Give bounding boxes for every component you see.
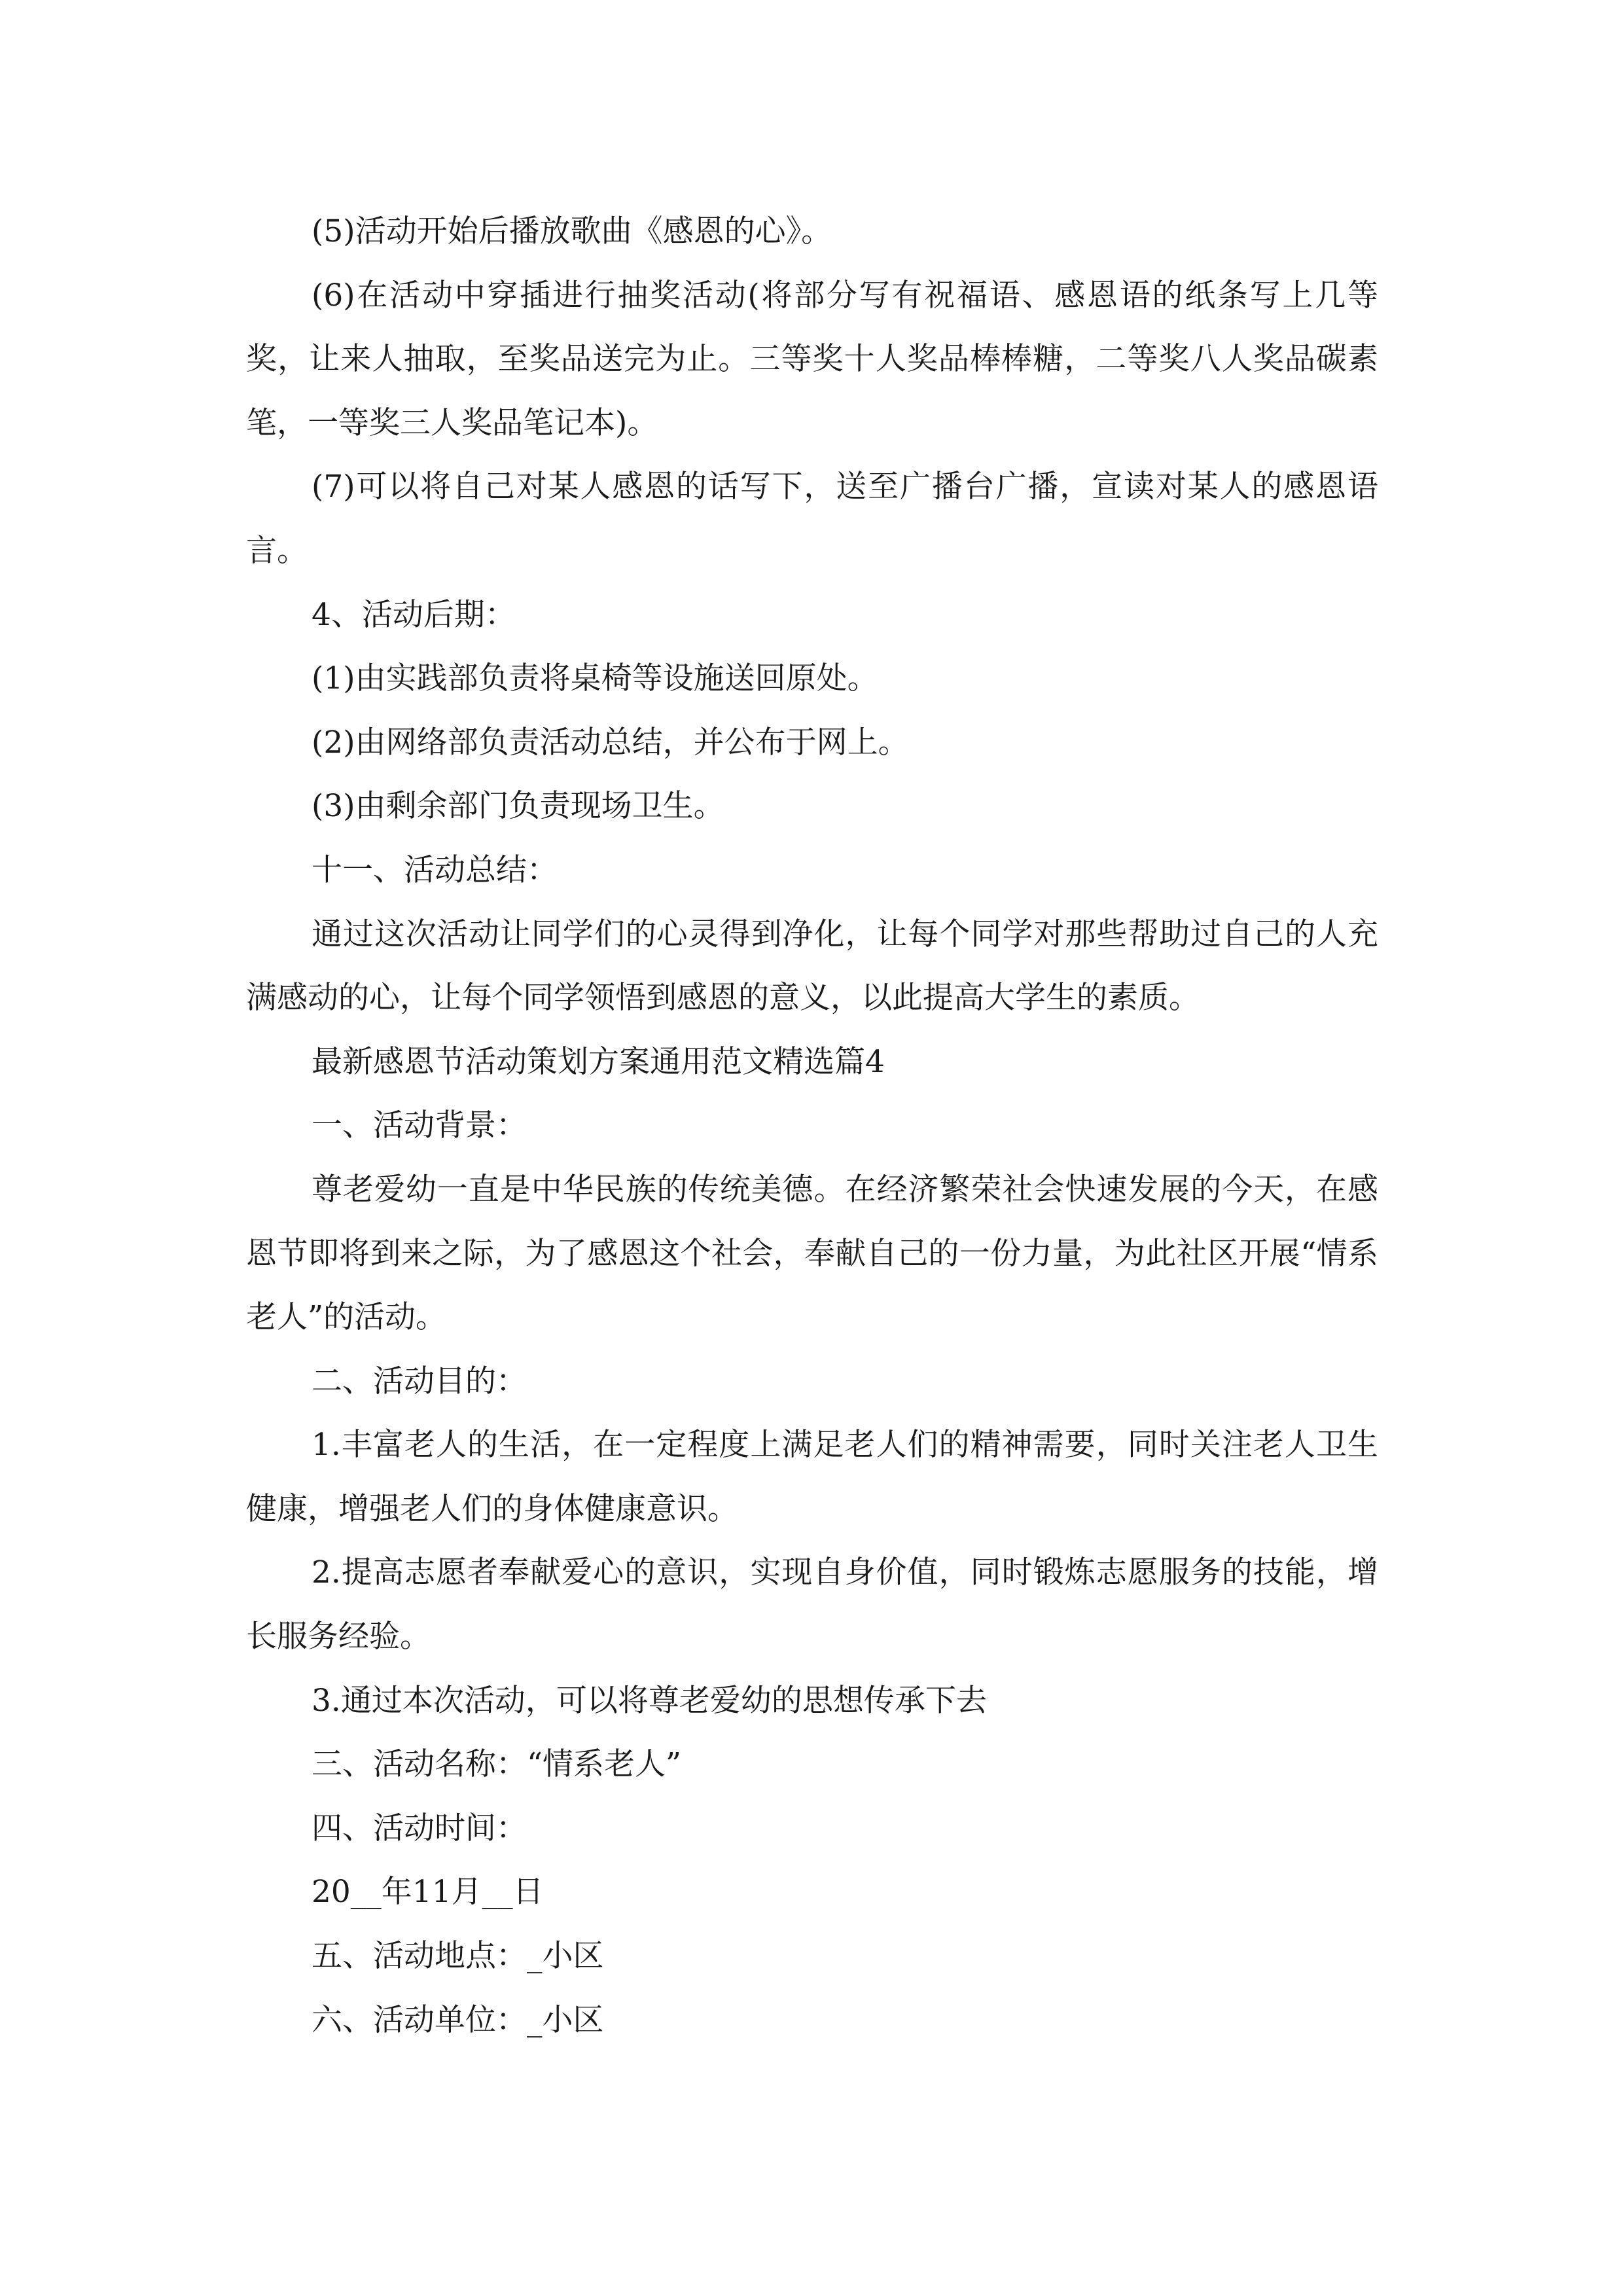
- paragraph-later-step-1: (1)由实践部负责将桌椅等设施送回原处。: [312, 660, 878, 697]
- heading-activity-later-stage: 4、活动后期：: [312, 596, 516, 633]
- heading-activity-summary: 十一、活动总结：: [312, 852, 558, 888]
- heading-background: 一、活动背景：: [312, 1107, 527, 1144]
- heading-purpose: 二、活动目的：: [312, 1363, 527, 1399]
- heading-activity-organizer: 六、活动单位：_小区: [312, 2001, 604, 2038]
- paragraph-later-step-3: (3)由剩余部门负责现场卫生。: [312, 788, 724, 825]
- paragraph-activity-step-7: (7)可以将自己对某人感恩的话写下，送至广播台广播，宣读对某人的感恩语言。: [246, 469, 1378, 569]
- heading-activity-name: 三、活动名称：“情系老人”: [312, 1746, 682, 1783]
- heading-activity-location: 五、活动地点：_小区: [312, 1938, 604, 1975]
- paragraph-purpose-1: 1.丰富老人的生活，在一定程度上满足老人们的精神需要，同时关注老人卫生健康，增强老人们的身体健康意识。: [246, 1427, 1378, 1527]
- heading-activity-time: 四、活动时间：: [312, 1810, 527, 1846]
- paragraph-summary: 通过这次活动让同学们的心灵得到净化，让每个同学对那些帮助过自己的人充满感动的心，让每个同学领悟到感恩的意义，以此提高大学生的素质。: [246, 916, 1378, 1016]
- document-body: [246, 200, 1378, 2052]
- paragraph-purpose-3: 3.通过本次活动，可以将尊老爱幼的思想传承下去: [312, 1682, 987, 1719]
- paragraph-activity-date: 20__年11月__日: [312, 1874, 544, 1910]
- paragraph-purpose-2: 2.提高志愿者奉献爱心的意识，实现自身价值，同时锻炼志愿服务的技能，增长服务经验。: [246, 1554, 1378, 1655]
- section-title-plan-4: 最新感恩节活动策划方案通用范文精选篇4: [312, 1043, 885, 1080]
- paragraph-activity-step-5: (5)活动开始后播放歌曲《感恩的心》。: [312, 213, 832, 249]
- paragraph-later-step-2: (2)由网络部负责活动总结，并公布于网上。: [312, 724, 909, 761]
- paragraph-activity-step-6: (6)在活动中穿插进行抽奖活动(将部分写有祝福语、感恩语的纸条写上几等奖，让来人抽取，至奖品送完为止。三等奖十人奖品棒棒糖，二等奖八人奖品碳素笔，一等奖三人奖品笔记本)。: [246, 277, 1378, 441]
- paragraph-background: 尊老爱幼一直是中华民族的传统美德。在经济繁荣社会快速发展的今天，在感恩节即将到来之际，为了感恩这个社会，奉献自己的一份力量，为此社区开展“情系老人”的活动。: [246, 1171, 1378, 1336]
